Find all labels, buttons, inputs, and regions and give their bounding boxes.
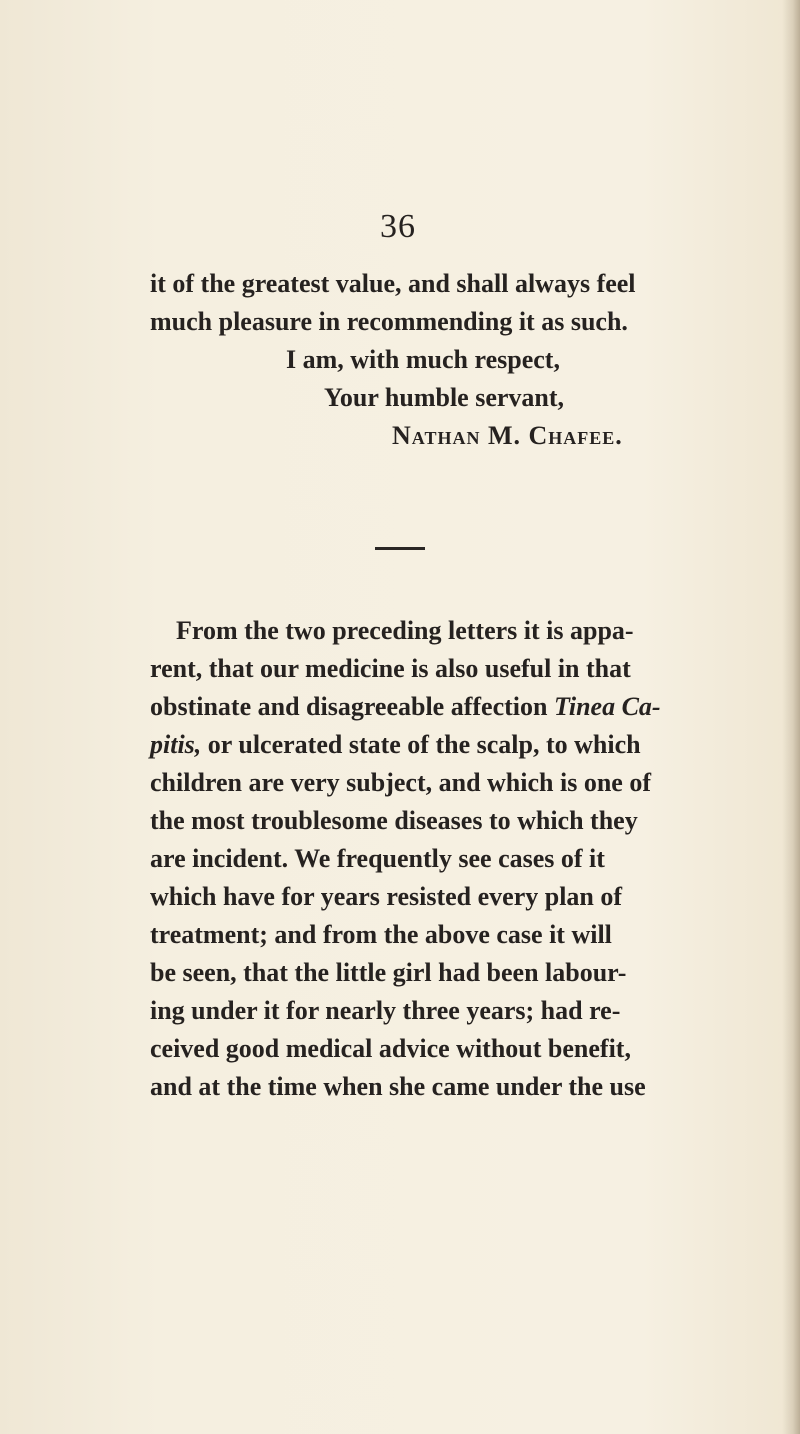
text-line: and at the time when she came under the use — [150, 1072, 646, 1101]
text-line: treatment; and from the above case it will — [150, 920, 612, 949]
text-line: From the two preceding letters it is appa- — [176, 616, 634, 645]
section-divider — [375, 547, 425, 550]
text-line: be seen, that the little girl had been labour- — [150, 958, 627, 987]
text-line: it of the greatest value, and shall always feel — [150, 269, 636, 298]
text-line: which have for years resisted every plan of — [150, 882, 623, 911]
text-line: rent, that our medicine is also useful in that — [150, 654, 631, 683]
italic-term: Tinea Ca- — [553, 692, 661, 721]
text-line — [150, 727, 641, 763]
text-span: or ulcerated state of the scalp, to which — [201, 730, 641, 759]
text-line: are incident. We frequently see cases of it — [150, 844, 605, 873]
text-line: ing under it for nearly three years; had re- — [150, 996, 621, 1025]
text-line: children are very subject, and which is one of — [150, 768, 651, 797]
text-span: obstinate and disagreeable affection — [150, 692, 554, 721]
signature: Nathan M. Chafee. — [392, 421, 623, 450]
text-line — [150, 689, 661, 725]
text-line: I am, with much respect, — [286, 345, 560, 374]
italic-term: pitis, — [150, 730, 202, 759]
text-line: Your humble servant, — [324, 383, 565, 412]
page-number: 36 — [380, 208, 416, 245]
text-line: the most troublesome diseases to which they — [150, 806, 638, 835]
page-edge-shadow — [782, 0, 800, 1434]
text-line: much pleasure in recommending it as such. — [150, 307, 628, 336]
text-line: ceived good medical advice without benefit, — [150, 1034, 631, 1063]
